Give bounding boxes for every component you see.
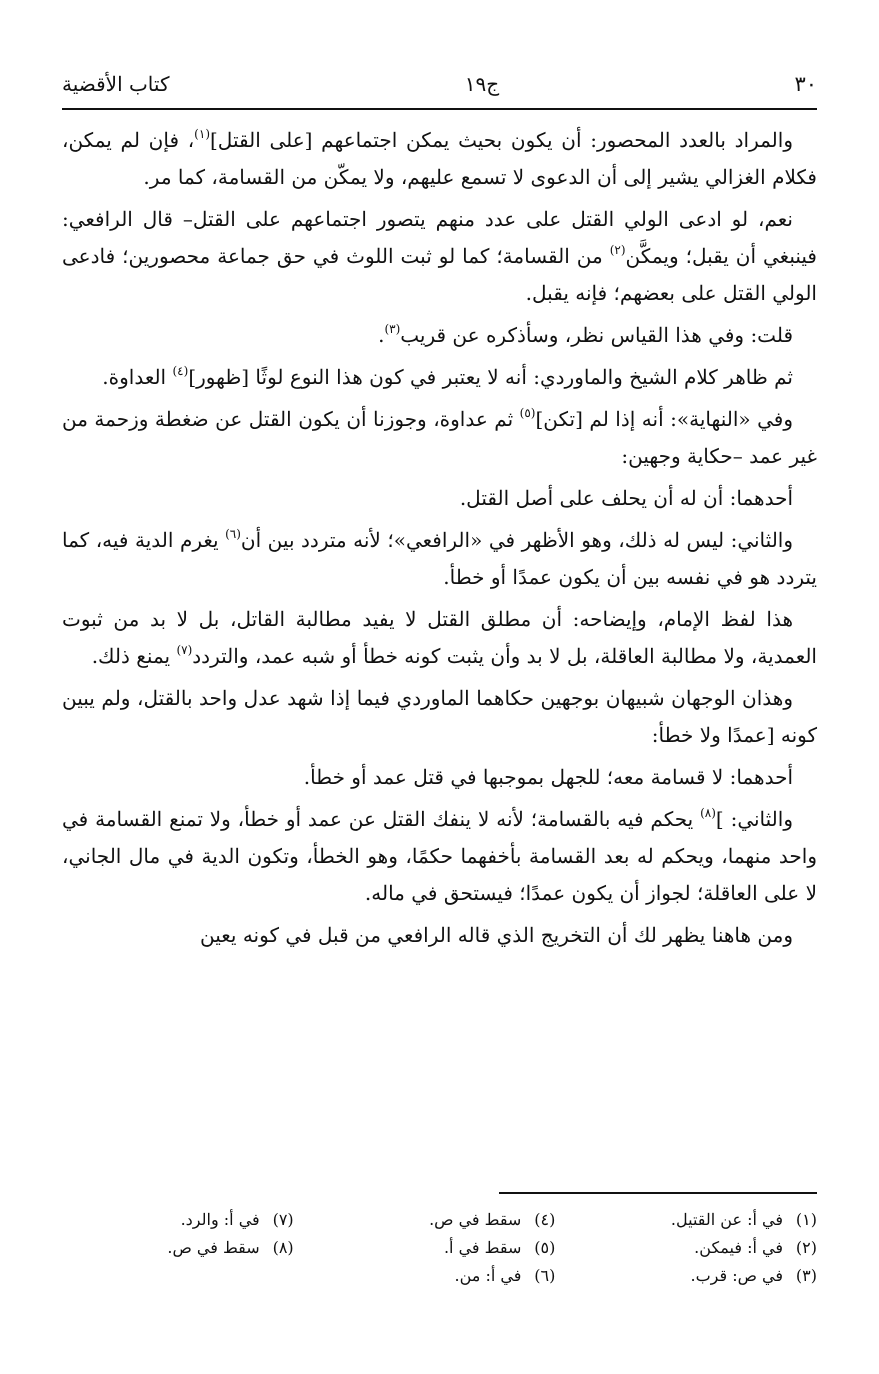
footnote-item — [324, 1234, 556, 1262]
text-run: هذا لفظ الإمام، وإيضاحه: أن مطلق القتل لا يفيد مطالبة القاتل، بل لا بد من ثبوت العمدية، ولا مطالبة العاقلة، بل لا بد وأن يثبت كونه خطأ أو شبه عمد، والتردد — [62, 607, 817, 668]
text-run: . — [378, 323, 385, 347]
footnotes — [62, 1206, 817, 1290]
footnote-item — [585, 1234, 817, 1262]
footnote-number: (٣) — [795, 1266, 817, 1285]
footnote-ref: (٢) — [609, 243, 626, 257]
text-run: والمراد بالعدد المحصور: أن يكون بحيث يمكن اجتماعهم [على القتل] — [210, 128, 793, 152]
footnote-ref: (٨) — [700, 806, 716, 820]
volume-label: ج١٩ — [464, 72, 500, 96]
footnote-number: (٤) — [534, 1210, 556, 1229]
paragraph — [62, 401, 817, 475]
text-run: يحكم فيه بالقسامة؛ لأنه لا ينفك القتل عن عمد أو خطأ، ولا تمنع القسامة في واحد منهما، ويحكم له بعد القسامة بأخفهما حكمًا، وهو الخطأ، وتكون الدية في مال الجاني، لا على العاقلة؛ لجواز أن يكون عمدًا؛ فيستحق في ماله. — [62, 807, 817, 905]
footnote-text: في ص: قرب. — [690, 1266, 783, 1285]
text-run: وفي «النهاية»: أنه إذا لم [تكن] — [535, 407, 793, 431]
footnote-number: (٧) — [272, 1210, 294, 1229]
footnote-item — [324, 1262, 556, 1290]
book-title: كتاب الأقضية — [62, 72, 170, 96]
text-run: أحدهما: أن له أن يحلف على أصل القتل. — [459, 486, 793, 510]
footnote-text: في أ: والرد. — [180, 1210, 260, 1229]
text-run: قلت: وفي هذا القياس نظر، وسأذكره عن قريب — [400, 323, 793, 347]
text-run: يغرم الدية فيه، كما يتردد هو في نفسه بين أن يكون عمدًا أو خطأ. — [62, 528, 817, 589]
main-text — [62, 122, 817, 959]
paragraph — [62, 759, 817, 796]
paragraph — [62, 522, 817, 596]
footnote-ref: (٤) — [172, 364, 189, 378]
footnote-text: سقط في ص. — [167, 1238, 260, 1257]
paragraph — [62, 917, 817, 954]
text-run: من القسامة؛ كما لو ثبت اللوث في حق جماعة محصورين؛ فادعى الولي القتل على بعضهم؛ فإنه يقبل. — [62, 244, 817, 305]
footnote-ref: (٥) — [519, 406, 536, 420]
footnote-number: (٦) — [534, 1266, 556, 1285]
text-run: والثاني: ] — [715, 807, 793, 831]
footnote-ref: (٧) — [176, 643, 193, 657]
footnote-item — [585, 1206, 817, 1234]
footnote-item — [324, 1206, 556, 1234]
footnote-text: في أ: من. — [454, 1266, 522, 1285]
text-run: أحدهما: لا قسامة معه؛ للجهل بموجبها في قتل عمد أو خطأ. — [303, 765, 793, 789]
footnote-ref: (٣) — [384, 322, 401, 336]
header-rule — [62, 108, 817, 110]
paragraph — [62, 201, 817, 312]
footnote-item — [62, 1234, 294, 1262]
footnote-text: في أ: فيمكن. — [694, 1238, 783, 1257]
text-run: ثم ظاهر كلام الشيخ والماوردي: أنه لا يعتبر في كون هذا النوع لوثًا [ظهور] — [188, 365, 793, 389]
footnote-number: (٨) — [272, 1238, 294, 1257]
footnote-column — [62, 1206, 294, 1290]
paragraph — [62, 359, 817, 396]
paragraph — [62, 801, 817, 912]
footnote-item — [62, 1206, 294, 1234]
paragraph — [62, 122, 817, 196]
footnote-rule — [499, 1192, 817, 1194]
footnote-number: (٥) — [534, 1238, 556, 1257]
text-run: يمنع ذلك. — [91, 644, 177, 668]
footnote-number: (٢) — [795, 1238, 817, 1257]
paragraph — [62, 680, 817, 754]
footnote-item — [585, 1262, 817, 1290]
footnote-column — [585, 1206, 817, 1290]
footnote-number: (١) — [795, 1210, 817, 1229]
running-header — [62, 64, 817, 104]
footnote-column — [324, 1206, 556, 1290]
text-run: ومن هاهنا يظهر لك أن التخريج الذي قاله الرافعي من قبل في كونه يعين — [199, 923, 793, 947]
text-run: نعم، لو ادعى الولي القتل على عدد منهم يتصور اجتماعهم على القتل– قال الرافعي: فينبغي أن يقبل؛ ويمكَّن — [62, 207, 817, 268]
page-number: ٣٠ — [794, 72, 817, 96]
footnote-ref: (٦) — [225, 527, 241, 541]
text-run: العداوة. — [102, 365, 173, 389]
footnote-ref: (١) — [194, 127, 210, 141]
footnote-text: في أ: عن القتيل. — [670, 1210, 783, 1229]
footnote-text: سقط في ص. — [429, 1210, 522, 1229]
paragraph — [62, 480, 817, 517]
text-run: ، فإن لم يمكن، فكلام الغزالي يشير إلى أن الدعوى لا تسمع عليهم، ولا يمكّن من القسامة، كما مر. — [62, 128, 817, 189]
text-run: وهذان الوجهان شبيهان بوجهين حكاهما الماوردي فيما إذا شهد عدل واحد بالقتل، ولم يبين كونه [عمدًا ولا خطأ: — [62, 686, 817, 747]
paragraph — [62, 317, 817, 354]
paragraph — [62, 601, 817, 675]
footnote-text: سقط في أ. — [443, 1238, 522, 1257]
text-run: ثم عداوة، وجوزنا أن يكون القتل عن ضغطة وزحمة من غير عمد –حكاية وجهين: — [62, 407, 817, 468]
text-run: والثاني: ليس له ذلك، وهو الأظهر في «الرافعي»؛ لأنه متردد بين أن — [240, 528, 793, 552]
